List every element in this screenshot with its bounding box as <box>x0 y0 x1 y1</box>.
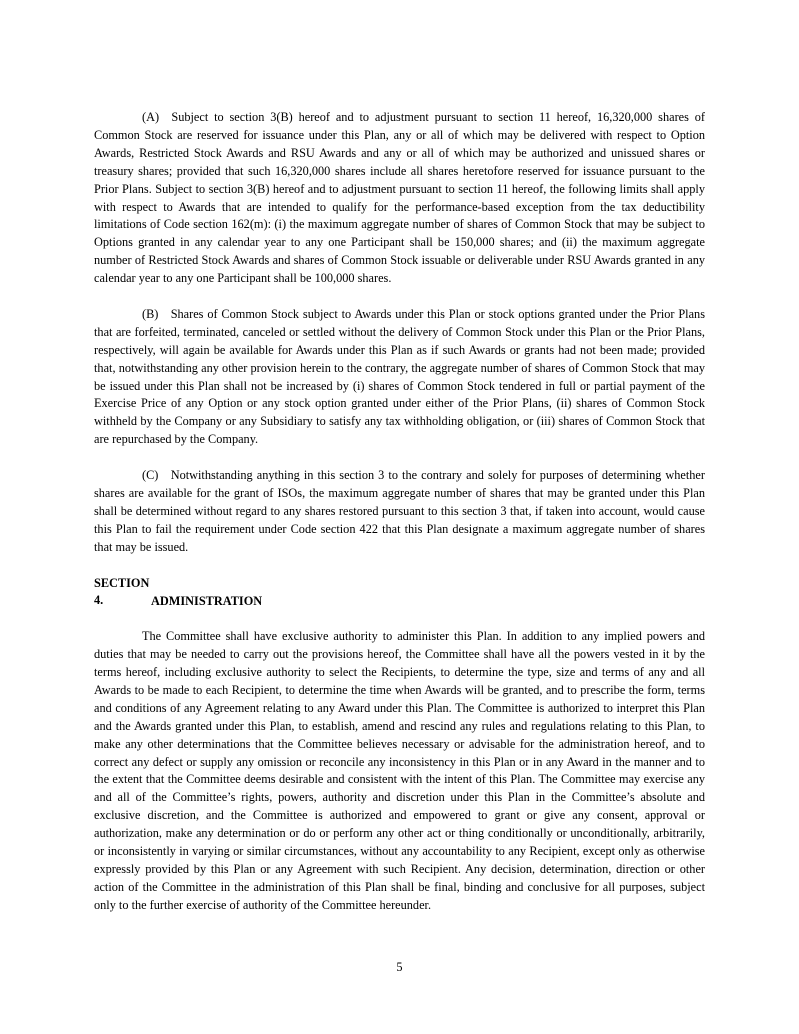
section-4-heading <box>94 575 705 611</box>
paragraph-3b: (B) Shares of Common Stock subject to Awards under this Plan or stock options granted under the Prior Plans that are forfeited, terminated, canceled or settled without the delivery of Common Stock under this Plan or the Prior Plans, respectively, will again be available for Awards under this Plan as if such Awards or grants had not been made; provided that, notwithstanding any other provision herein to the contrary, the aggregate number of shares of Common Stock that may be issued under this Plan shall not be increased by (i) shares of Common Stock tendered in full or partial payment of the Exercise Price of any Option or any stock option granted under either of the Prior Plans, (ii) shares of Common Stock withheld by the Company or any Subsidiary to satisfy any tax withholding obligation, or (iii) shares of Common Stock that are repurchased by the Company. <box>94 306 705 447</box>
paragraph-3c: (C) Notwithstanding anything in this section 3 to the contrary and solely for purposes of determining whether shares are available for the grant of ISOs, the maximum aggregate number of shares that may be granted under this Plan shall be determined without regard to any shares restored pursuant to this section 3 that, if taken into account, would cause this Plan to fail the requirement under Code section 422 that this Plan designate a maximum aggregate number of shares that may be issued. <box>94 468 705 554</box>
section-4-number: SECTION 4. <box>94 575 150 608</box>
page-number: 5 <box>396 960 403 974</box>
paragraph-3a: (A) Subject to section 3(B) hereof and to adjustment pursuant to section 11 hereof, 16,320,000 shares of Common Stock are reserved for issuance under this Plan, any or all of which may be delivered with respect to Option Awards, Restricted Stock Awards and RSU Awards and any or all of which may be authorized and unissued shares or treasury shares; provided that such 16,320,000 shares include all shares heretofore reserved for issuance pursuant to the Prior Plans. Subject to section 3(B) hereof and to adjustment pursuant to section 11 hereof, the following limits shall apply with respect to Awards that are intended to qualify for the performance-based exception from the tax deductibility limitations of Code section 162(m): (i) the maximum aggregate number of shares of Common Stock that may be subject to Options granted in any calendar year to any one Participant shall be 150,000 shares; and (ii) the maximum aggregate number of Restricted Stock Awards and shares of Common Stock issuable or deliverable under RSU Awards granted in any calendar year to any one Participant shall be 100,000 shares. <box>94 110 705 286</box>
section-4-body: The Committee shall have exclusive authority to administer this Plan. In addition to any implied powers and duties that may be needed to carry out the provisions hereof, the Committee shall have all the powers vested in it by the terms hereof, including exclusive authority to select the Recipients, to determine the type, size and terms of any and all Awards to be made to each Recipient, to determine the time when Awards will be granted, and to prescribe the form, terms and conditions of any Agreement relating to any Award under this Plan. The Committee is authorized to interpret this Plan and the Awards granted under this Plan, to establish, amend and rescind any rules and regulations relating to this Plan, to make any other determinations that the Committee believes necessary or advisable for the administration hereof, and to correct any defect or supply any omission or reconcile any inconsistency in this Plan or in any Award in the manner and to the extent that the Committee deems desirable and consistent with the intent of this Plan. The Committee may exercise any and all of the Committee’s rights, powers, authority and discretion under this Plan in the Committee’s absolute and exclusive discretion, and the Committee is authorized and empowered to grant or give any consent, approval or authorization, make any determination or do or perform any other act or thing conditionally or unconditionally, arbitrarily, or inconsistently in varying or similar circumstances, without any accountability to any Recipient, except only as otherwise expressly provided by this Plan or any Agreement with such Recipient. Any decision, determination, direction or other action of the Committee in the administration of this Plan shall be final, binding and conclusive for all purposes, subject only to the further exercise of authority of the Committee hereunder. <box>94 629 705 912</box>
document-page <box>94 109 705 933</box>
section-4-title: ADMINISTRATION <box>151 593 263 608</box>
